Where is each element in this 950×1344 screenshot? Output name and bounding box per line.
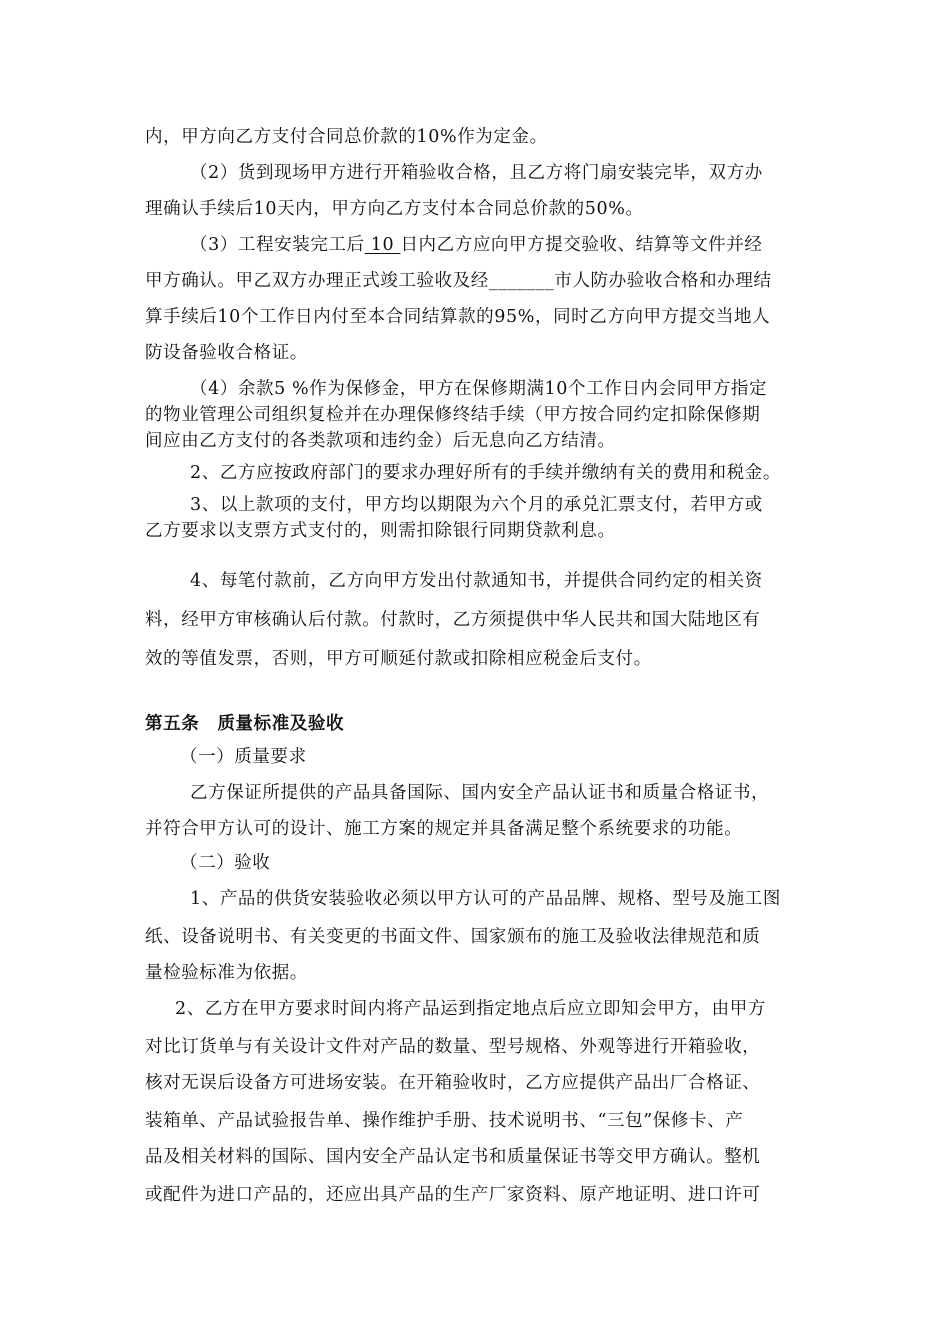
acceptance-2-line-3: 核对无误后设备方可进场安装。在开箱验收时，乙方应提供产品出厂合格证、	[145, 1073, 761, 1093]
acceptance-2-line-5: 品及相关材料的国际、国内安全产品认定书和质量保证书等交甲方确认。整机	[145, 1147, 761, 1167]
clause-3-days-underlined: 10	[364, 235, 401, 255]
clause-3-text-post: 日内乙方应向甲方提交验收、结算等文件并经	[400, 235, 763, 255]
clause-3-line2-post: 市人防办验收合格和办理结	[554, 271, 772, 291]
item-4-line-2: 料，经甲方审核确认后付款。付款时，乙方须提供中华人民共和国大陆地区有	[145, 610, 761, 630]
payment-clause-4-line-1: （4）余款5 %作为保修金，甲方在保修期满10个工作日内会同甲方指定	[190, 379, 768, 399]
acceptance-1-line-1: 1、产品的供货安装验收必须以甲方认可的产品品牌、规格、型号及施工图	[190, 889, 781, 909]
quality-paragraph-line-1: 乙方保证所提供的产品具备国际、国内安全产品认证书和质量合格证书，	[190, 783, 770, 803]
acceptance-2-line-1: 2、乙方在甲方要求时间内将产品运到指定地点后应立即知会甲方，由甲方	[175, 999, 766, 1019]
clause-3-line2-pre: 甲方确认。甲乙双方办理正式竣工验收及经	[145, 271, 489, 291]
quality-paragraph-line-2: 并符合甲方认可的设计、施工方案的规定并具备满足整个系统要求的功能。	[145, 819, 743, 839]
subsection-acceptance: （二）验收	[180, 853, 271, 873]
acceptance-2-line-2: 对比订货单与有关设计文件对产品的数量、型号规格、外观等进行开箱验收，	[145, 1037, 761, 1057]
acceptance-1-line-2: 纸、设备说明书、有关变更的书面文件、国家颁布的施工及验收法律规范和质	[145, 927, 761, 947]
payment-clause-3-line-3: 算手续后10个工作日内付至本合同结算款的95%，同时乙方向甲方提交当地人	[145, 307, 771, 327]
payment-clause-3-line-1	[190, 234, 762, 256]
payment-clause-2-line-1: （2）货到现场甲方进行开箱验收合格，且乙方将门扇安装完毕，双方办	[190, 163, 763, 183]
subsection-quality-requirements: （一）质量要求	[180, 747, 307, 767]
payment-clause-3-line-2	[145, 270, 772, 292]
article-5-heading: 第五条 质量标准及验收	[145, 714, 345, 734]
item-3-line-2: 乙方要求以支票方式支付的，则需扣除银行同期贷款利息。	[145, 521, 616, 541]
item-3-line-1: 3、以上款项的支付，甲方均以期限为六个月的承兑汇票支付，若甲方或	[190, 495, 763, 515]
item-2-taxes: 2、乙方应按政府部门的要求办理好所有的手续并缴纳有关的费用和税金。	[190, 463, 781, 483]
acceptance-1-line-3: 量检验标准为依据。	[145, 963, 308, 983]
city-blank-field: _______	[488, 271, 555, 291]
clause-3-text-pre: （3）工程安装完工后	[190, 235, 365, 255]
payment-clause-4-line-3: 间应由乙方支付的各类款项和违约金）后无息向乙方结清。	[145, 431, 616, 451]
acceptance-2-line-4: 装箱单、产品试验报告单、操作维护手册、技术说明书、“三包”保修卡、产	[145, 1111, 744, 1131]
acceptance-2-line-6: 或配件为进口产品的，还应出具产品的生产厂家资料、原产地证明、进口许可	[145, 1185, 761, 1205]
payment-clause-3-line-4: 防设备验收合格证。	[145, 343, 308, 363]
deposit-paragraph-tail: 内，甲方向乙方支付合同总价款的10%作为定金。	[145, 127, 548, 147]
payment-clause-4-line-2: 的物业管理公司组织复检并在办理保修终结手续（甲方按合同约定扣除保修期	[145, 405, 761, 425]
item-4-line-3: 效的等值发票，否则，甲方可顺延付款或扣除相应税金后支付。	[145, 649, 652, 669]
item-4-line-1: 4、每笔付款前，乙方向甲方发出付款通知书，并提供合同约定的相关资	[190, 571, 763, 591]
payment-clause-2-line-2: 理确认手续后10天内，甲方向乙方支付本合同总价款的50%。	[145, 199, 644, 219]
